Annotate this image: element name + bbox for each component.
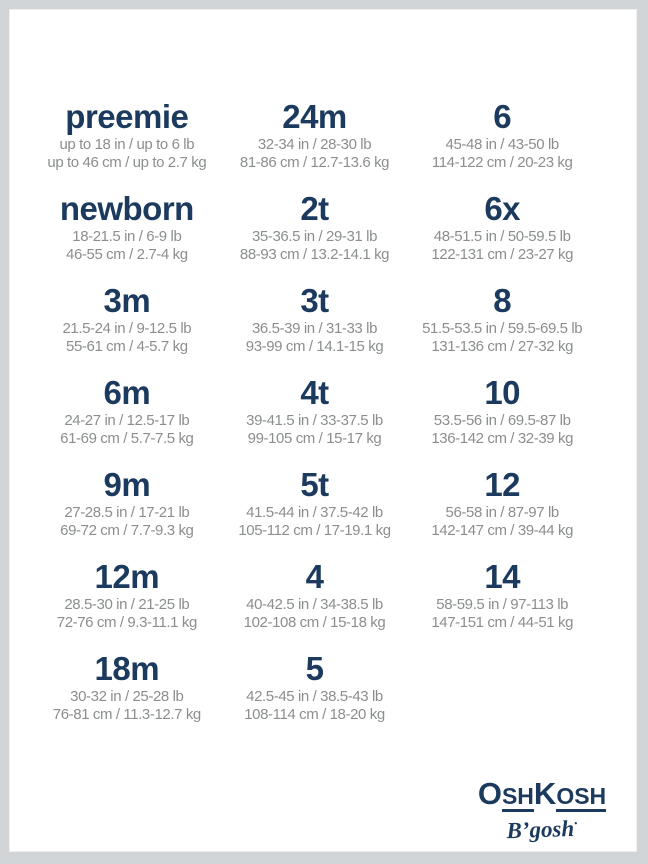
size-entry-12 bbox=[408, 466, 596, 558]
size-imperial: 45-48 in / 43-50 lb bbox=[445, 136, 559, 153]
size-metric: 55-61 cm / 4-5.7 kg bbox=[66, 338, 188, 355]
size-entry-12m bbox=[33, 558, 221, 650]
size-label: 8 bbox=[493, 282, 512, 319]
size-metric: 72-76 cm / 9.3-11.1 kg bbox=[56, 614, 197, 631]
size-label: 10 bbox=[484, 374, 521, 411]
logo-letter-k: K bbox=[533, 776, 557, 811]
size-metric: 108-114 cm / 18-20 kg bbox=[244, 706, 385, 723]
size-entry-18m bbox=[33, 650, 221, 742]
size-entry-3m bbox=[33, 282, 221, 374]
size-imperial: 56-58 in / 87-97 lb bbox=[445, 504, 559, 521]
logo-letters-osh: OSH bbox=[556, 785, 606, 812]
size-entry-newborn bbox=[33, 190, 221, 282]
size-imperial: 39-41.5 in / 33-37.5 lb bbox=[246, 412, 383, 429]
bgosh-tagline bbox=[472, 811, 613, 846]
logo-trademark-dot: · bbox=[573, 816, 578, 832]
size-metric: 81-86 cm / 12.7-13.6 kg bbox=[239, 154, 390, 171]
size-entry-5 bbox=[221, 650, 409, 742]
size-entry-4 bbox=[221, 558, 409, 650]
oshkosh-bgosh-logo bbox=[472, 778, 612, 843]
size-entry-4t bbox=[221, 374, 409, 466]
size-imperial: 21.5-24 in / 9-12.5 lb bbox=[62, 320, 192, 337]
size-entry-5t bbox=[221, 466, 409, 558]
size-imperial: 36.5-39 in / 31-33 lb bbox=[251, 320, 378, 337]
size-metric: 46-55 cm / 2.7-4 kg bbox=[66, 246, 188, 263]
size-label: 5 bbox=[305, 650, 324, 687]
size-entry-6m bbox=[33, 374, 221, 466]
size-imperial: 48-51.5 in / 50-59.5 lb bbox=[433, 228, 571, 245]
size-label: 6 bbox=[493, 98, 512, 135]
size-entry-2t bbox=[221, 190, 409, 282]
size-metric: 122-131 cm / 23-27 kg bbox=[431, 246, 574, 263]
size-metric: 131-136 cm / 27-32 kg bbox=[431, 338, 574, 355]
size-imperial: 27-28.5 in / 17-21 lb bbox=[64, 504, 190, 521]
bgosh-tagline-text: B’gosh bbox=[506, 815, 575, 844]
size-metric: 147-151 cm / 44-51 kg bbox=[431, 614, 574, 631]
size-entry-6x bbox=[408, 190, 596, 282]
size-metric: 136-142 cm / 32-39 kg bbox=[431, 430, 574, 447]
size-label: preemie bbox=[65, 98, 189, 135]
size-imperial: 51.5-53.5 in / 59.5-69.5 lb bbox=[422, 320, 583, 337]
size-entry-8 bbox=[408, 282, 596, 374]
size-label: 9m bbox=[103, 466, 151, 503]
size-imperial: 40-42.5 in / 34-38.5 lb bbox=[246, 596, 383, 613]
size-metric: 88-93 cm / 13.2-14.1 kg bbox=[239, 246, 390, 263]
size-metric: 114-122 cm / 20-23 kg bbox=[431, 154, 573, 171]
size-metric: 69-72 cm / 7.7-9.3 kg bbox=[60, 522, 194, 539]
size-entry-3t bbox=[221, 282, 409, 374]
size-imperial: 41.5-44 in / 37.5-42 lb bbox=[246, 504, 383, 521]
size-imperial: 42.5-45 in / 38.5-43 lb bbox=[246, 688, 383, 705]
size-metric: 93-99 cm / 14.1-15 kg bbox=[245, 338, 384, 355]
size-entry-24m bbox=[221, 98, 409, 190]
size-entry-6 bbox=[408, 98, 596, 190]
size-imperial: 32-34 in / 28-30 lb bbox=[257, 136, 372, 153]
size-label: 12m bbox=[94, 558, 160, 595]
size-metric: up to 46 cm / up to 2.7 kg bbox=[47, 154, 207, 171]
size-entry-preemie bbox=[33, 98, 221, 190]
size-imperial: 18-21.5 in / 6-9 lb bbox=[72, 228, 182, 245]
size-label: 3t bbox=[300, 282, 329, 319]
size-metric: 99-105 cm / 15-17 kg bbox=[247, 430, 382, 447]
size-label: 4 bbox=[305, 558, 324, 595]
size-label: 14 bbox=[484, 558, 521, 595]
size-label: 2t bbox=[300, 190, 329, 227]
size-entry-9m bbox=[33, 466, 221, 558]
size-label: 24m bbox=[282, 98, 347, 135]
size-metric: 61-69 cm / 5.7-7.5 kg bbox=[60, 430, 194, 447]
size-label: 5t bbox=[300, 466, 329, 503]
size-column-toddler bbox=[221, 98, 409, 742]
size-chart-card bbox=[10, 10, 636, 851]
size-entry-10 bbox=[408, 374, 596, 466]
logo-letter-o: O bbox=[477, 776, 502, 811]
size-imperial: up to 18 in / up to 6 lb bbox=[59, 136, 195, 153]
size-label: newborn bbox=[59, 190, 194, 227]
size-label: 12 bbox=[484, 466, 521, 503]
size-metric: 142-147 cm / 39-44 kg bbox=[431, 522, 574, 539]
size-column-baby bbox=[33, 98, 221, 742]
size-metric: 76-81 cm / 11.3-12.7 kg bbox=[52, 706, 201, 723]
size-imperial: 35-36.5 in / 29-31 lb bbox=[251, 228, 378, 245]
oshkosh-wordmark bbox=[472, 778, 612, 812]
size-imperial: 53.5-56 in / 69.5-87 lb bbox=[433, 412, 571, 429]
size-metric: 105-112 cm / 17-19.1 kg bbox=[238, 522, 391, 539]
size-imperial: 24-27 in / 12.5-17 lb bbox=[64, 412, 190, 429]
size-column-kid bbox=[408, 98, 596, 742]
size-grid bbox=[33, 10, 596, 742]
size-label: 3m bbox=[103, 282, 151, 319]
size-imperial: 58-59.5 in / 97-113 lb bbox=[436, 596, 569, 613]
size-label: 6x bbox=[484, 190, 521, 227]
size-imperial: 30-32 in / 25-28 lb bbox=[70, 688, 184, 705]
size-label: 6m bbox=[103, 374, 151, 411]
size-entry-14 bbox=[408, 558, 596, 650]
size-metric: 102-108 cm / 15-18 kg bbox=[243, 614, 386, 631]
logo-letters-sh: SH bbox=[502, 785, 534, 812]
size-label: 18m bbox=[94, 650, 160, 687]
size-label: 4t bbox=[300, 374, 329, 411]
size-imperial: 28.5-30 in / 21-25 lb bbox=[64, 596, 190, 613]
